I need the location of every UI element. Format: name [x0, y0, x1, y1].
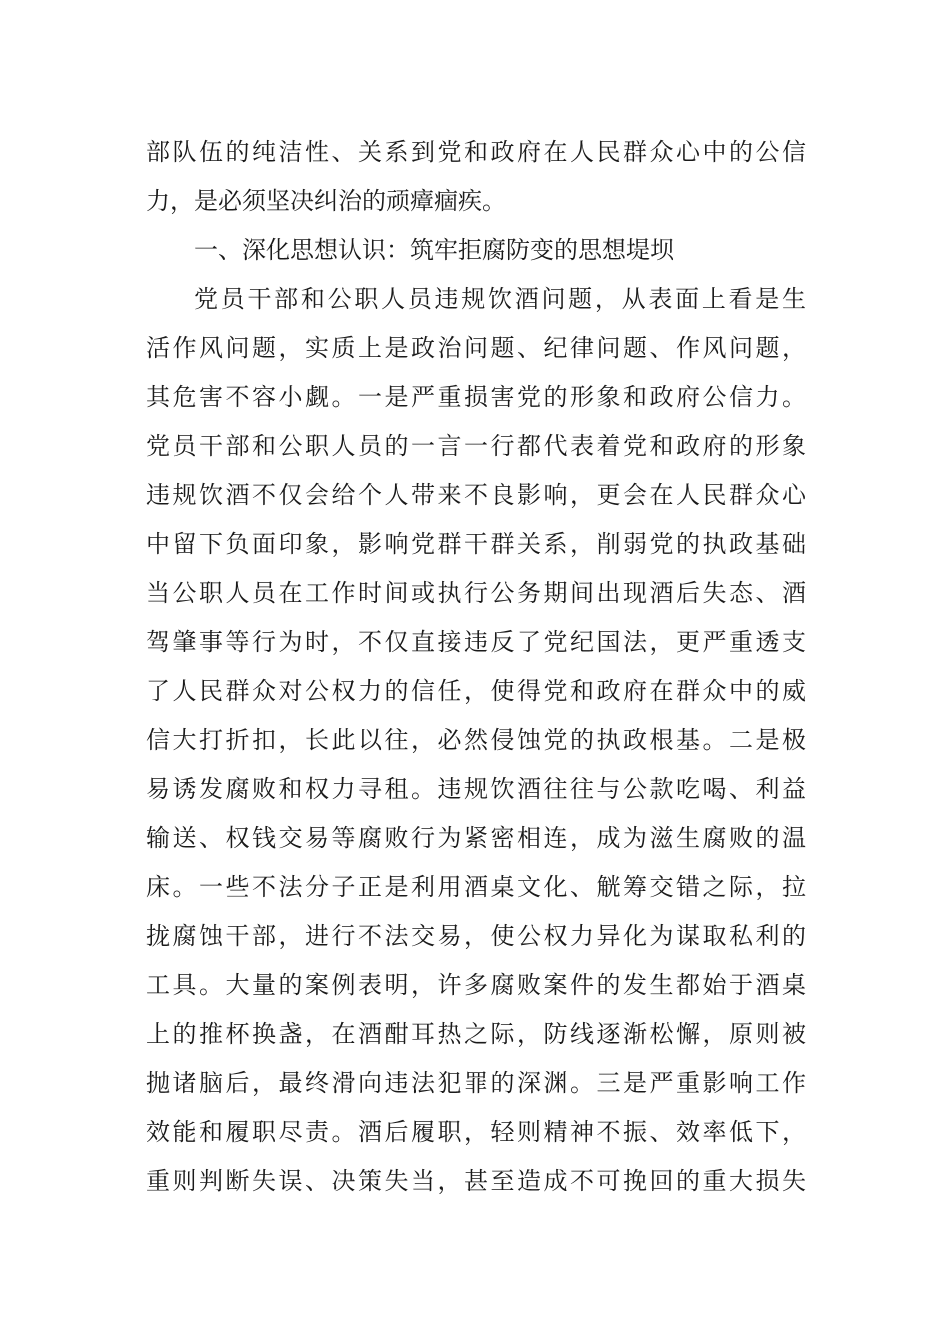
- text-line-17: 拢腐蚀干部，进行不法交易，使公权力异化为谋取私利的: [146, 922, 806, 950]
- text-line-11: 驾肇事等行为时，不仅直接违反了党纪国法，更严重透支: [146, 628, 806, 656]
- text-line-1: 部队伍的纯洁性、关系到党和政府在人民群众心中的公信: [146, 138, 806, 166]
- section-heading: 一、深化思想认识：筑牢拒腐防变的思想堤坝: [194, 236, 674, 264]
- text-line-14: 易诱发腐败和权力寻租。违规饮酒往往与公款吃喝、利益: [146, 775, 806, 803]
- text-line-12: 了人民群众对公权力的信任，使得党和政府在群众中的威: [146, 677, 806, 705]
- text-line-22: 重则判断失误、决策失当，甚至造成不可挽回的重大损失: [146, 1167, 806, 1195]
- text-line-18: 工具。大量的案例表明，许多腐败案件的发生都始于酒桌: [146, 971, 806, 999]
- text-line-10: 当公职人员在工作时间或执行公务期间出现酒后失态、酒: [146, 579, 806, 607]
- text-line-21: 效能和履职尽责。酒后履职，轻则精神不振、效率低下，: [146, 1118, 806, 1146]
- text-line-15: 输送、权钱交易等腐败行为紧密相连，成为滋生腐败的温: [146, 824, 806, 852]
- text-line-9: 中留下负面印象，影响党群干群关系，削弱党的执政基础: [146, 530, 806, 558]
- text-line-20: 抛诸脑后，最终滑向违法犯罪的深渊。三是严重影响工作: [146, 1069, 806, 1097]
- text-line-7: 党员干部和公职人员的一言一行都代表着党和政府的形象: [146, 432, 806, 460]
- text-line-6: 其危害不容小觑。一是严重损害党的形象和政府公信力。: [146, 383, 806, 411]
- text-line-13: 信大打折扣，长此以往，必然侵蚀党的执政根基。二是极: [146, 726, 806, 754]
- text-line-19: 上的推杯换盏，在酒酣耳热之际，防线逐渐松懈，原则被: [146, 1020, 806, 1048]
- text-line-2: 力，是必须坚决纠治的顽瘴痼疾。: [146, 187, 506, 215]
- text-line-8: 违规饮酒不仅会给个人带来不良影响，更会在人民群众心: [146, 481, 806, 509]
- text-line-5: 活作风问题，实质上是政治问题、纪律问题、作风问题，: [146, 334, 806, 362]
- paragraph-first-line: 党员干部和公职人员违规饮酒问题，从表面上看是生: [194, 285, 806, 313]
- text-line-16: 床。一些不法分子正是利用酒桌文化、觥筹交错之际，拉: [146, 873, 806, 901]
